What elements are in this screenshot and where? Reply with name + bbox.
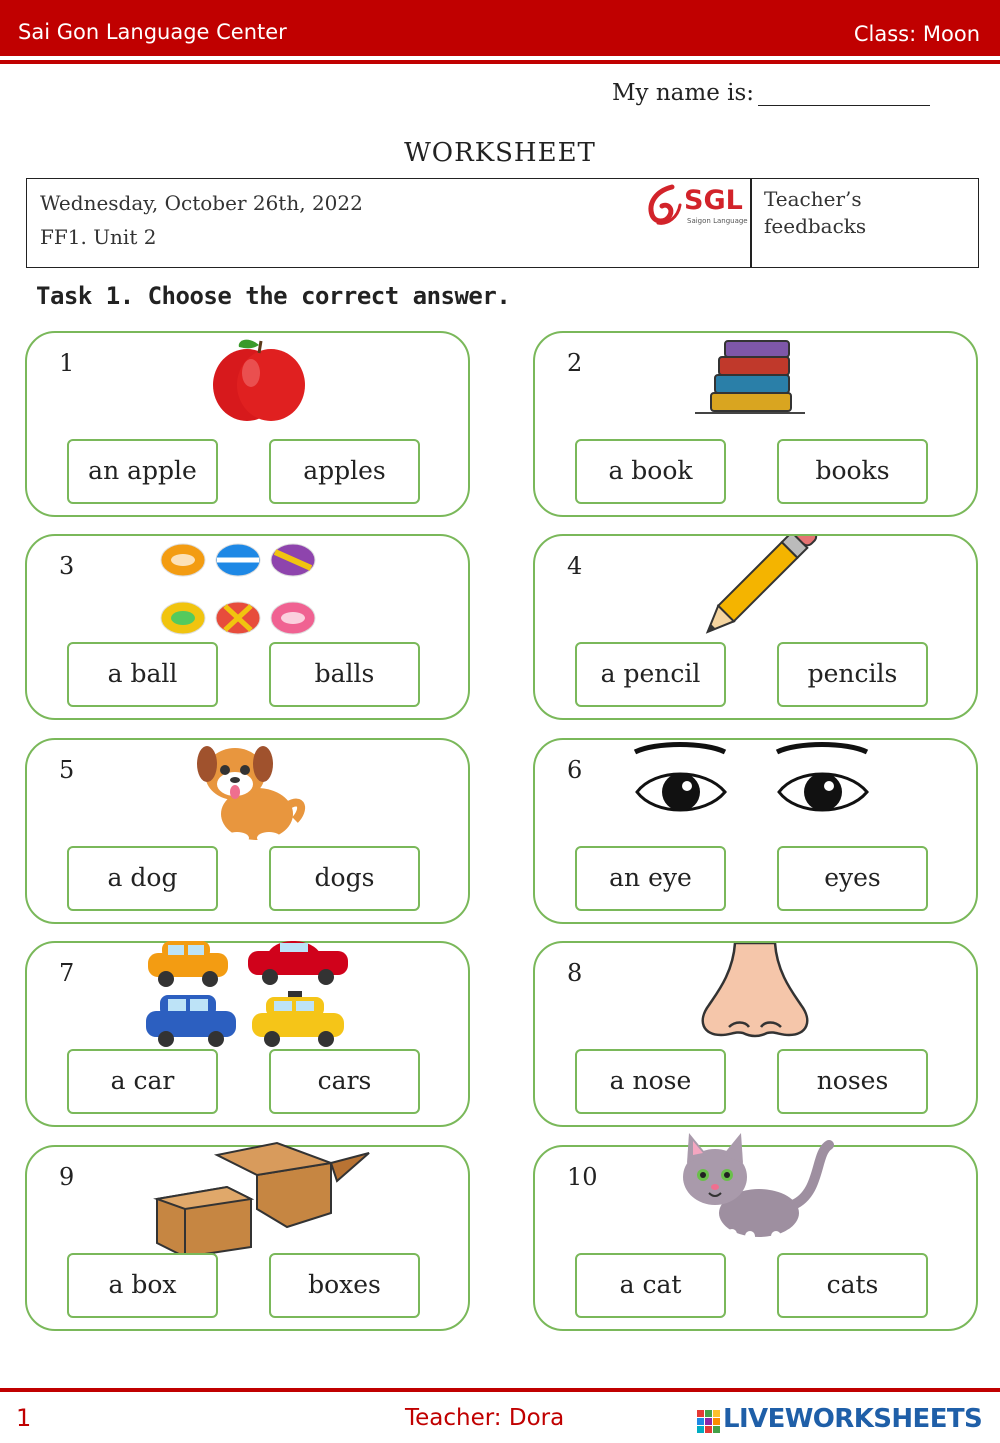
name-label: My name is: <box>612 80 755 106</box>
info-box <box>26 178 979 268</box>
question-card <box>25 738 470 924</box>
apple-icon <box>147 333 367 443</box>
footer-divider <box>0 1388 1000 1392</box>
question-number: 1 <box>59 349 75 377</box>
student-name-field[interactable] <box>612 80 930 106</box>
sgl-swirl-icon <box>644 183 684 229</box>
books-icon <box>655 333 875 443</box>
option-plural[interactable]: balls <box>269 642 420 707</box>
center-name: Sai Gon Language Center <box>18 20 287 44</box>
teacher-name: Teacher: Dora <box>405 1405 565 1431</box>
question-card <box>25 534 470 720</box>
sgl-logo <box>642 183 750 231</box>
option-plural[interactable]: noses <box>777 1049 928 1114</box>
option-plural[interactable]: pencils <box>777 642 928 707</box>
eyes-icon <box>625 740 885 850</box>
question-card <box>25 941 470 1127</box>
option-singular[interactable]: a nose <box>575 1049 726 1114</box>
info-divider <box>750 179 752 267</box>
question-card <box>25 1145 470 1331</box>
pencil-icon <box>655 536 875 646</box>
option-singular[interactable]: a book <box>575 439 726 504</box>
nose-icon <box>655 943 875 1053</box>
option-plural[interactable]: cars <box>269 1049 420 1114</box>
header-divider <box>0 60 1000 64</box>
question-number: 10 <box>567 1163 598 1191</box>
header-bar <box>0 0 1000 56</box>
logo-brand: SGL <box>684 185 743 216</box>
name-blank[interactable] <box>758 84 930 106</box>
question-number: 8 <box>567 959 583 987</box>
question-number: 2 <box>567 349 583 377</box>
liveworksheets-logo[interactable] <box>697 1404 993 1438</box>
liveworksheets-brand: LIVEWORKSHEETS <box>723 1404 983 1434</box>
option-singular[interactable]: a dog <box>67 846 218 911</box>
dog-icon <box>147 740 367 850</box>
question-card <box>25 331 470 517</box>
option-plural[interactable]: eyes <box>777 846 928 911</box>
question-number: 5 <box>59 756 75 784</box>
option-singular[interactable]: a pencil <box>575 642 726 707</box>
balls-icon <box>147 536 367 646</box>
logo-subtitle: Saigon Language <box>687 217 748 225</box>
task-title: Task 1. Choose the correct answer. <box>36 282 511 310</box>
option-singular[interactable]: a car <box>67 1049 218 1114</box>
question-number: 3 <box>59 552 75 580</box>
lesson-unit: FF1. Unit 2 <box>40 225 157 249</box>
question-number: 9 <box>59 1163 75 1191</box>
boxes-icon <box>147 1135 377 1257</box>
cars-icon <box>142 935 352 1050</box>
option-singular[interactable]: an apple <box>67 439 218 504</box>
question-card <box>533 534 978 720</box>
option-plural[interactable]: cats <box>777 1253 928 1318</box>
question-card <box>533 941 978 1127</box>
class-label: Class: Moon <box>853 22 980 46</box>
option-plural[interactable]: books <box>777 439 928 504</box>
lesson-date: Wednesday, October 26th, 2022 <box>40 191 363 215</box>
question-number: 6 <box>567 756 583 784</box>
question-number: 4 <box>567 552 583 580</box>
question-number: 7 <box>59 959 75 987</box>
option-plural[interactable]: apples <box>269 439 420 504</box>
question-card <box>533 331 978 517</box>
question-card <box>533 1145 978 1331</box>
option-singular[interactable]: a cat <box>575 1253 726 1318</box>
liveworksheets-icon <box>697 1410 721 1434</box>
option-singular[interactable]: an eye <box>575 846 726 911</box>
cat-icon <box>675 1133 835 1257</box>
option-singular[interactable]: a ball <box>67 642 218 707</box>
page-number: 1 <box>16 1404 32 1432</box>
worksheet-title: WORKSHEET <box>404 138 596 168</box>
option-plural[interactable]: boxes <box>269 1253 420 1318</box>
option-singular[interactable]: a box <box>67 1253 218 1318</box>
question-card <box>533 738 978 924</box>
option-plural[interactable]: dogs <box>269 846 420 911</box>
teacher-feedback-label: Teacher’s feedbacks <box>764 187 867 238</box>
